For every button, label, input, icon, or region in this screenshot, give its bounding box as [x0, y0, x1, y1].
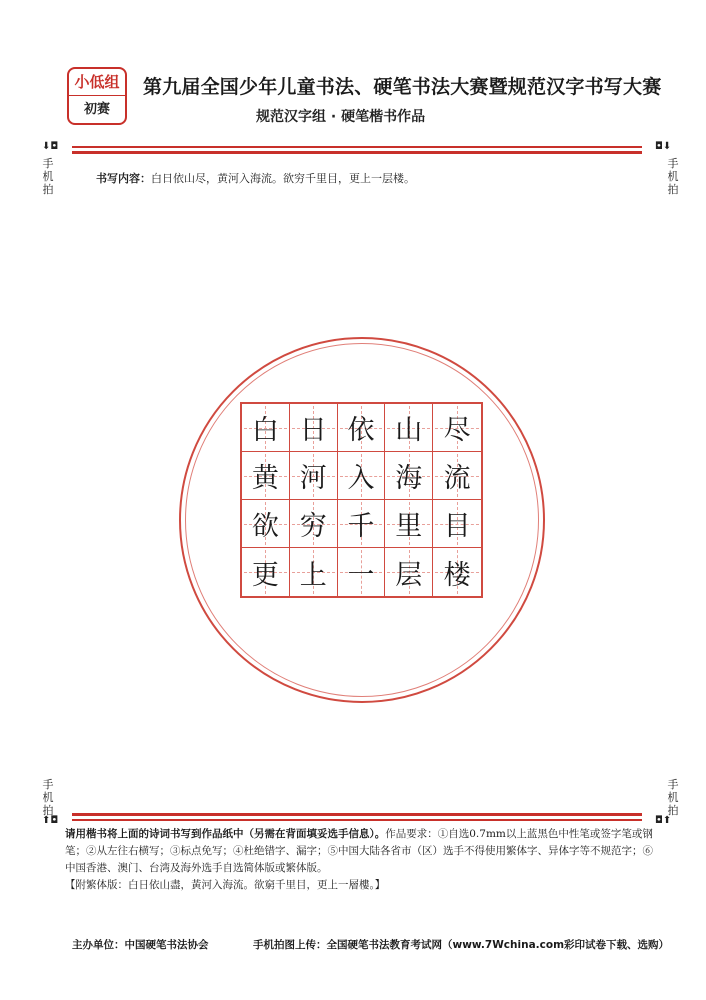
grid-cell: 流	[433, 452, 481, 500]
grid-cell: 海	[385, 452, 433, 500]
requirements-block	[65, 826, 655, 894]
grid-cell: 欲	[242, 500, 290, 548]
grid-cell: 黄	[242, 452, 290, 500]
top-right-camera-icon: ◘⬇	[655, 141, 672, 152]
bottom-divider-thick	[72, 813, 642, 816]
bottom-right-phone-label: 手机拍	[667, 778, 679, 817]
grid-cell: 楼	[433, 548, 481, 596]
bottom-divider-thin	[72, 819, 642, 821]
page-title: 第九届全国少年儿童书法、硬笔书法大赛暨规范汉字书写大赛	[143, 76, 662, 98]
grid-cell: 依	[338, 404, 386, 452]
grid-cell: 一	[338, 548, 386, 596]
badge-group-label: 小低组	[69, 69, 125, 96]
grid-cell: 上	[290, 548, 338, 596]
requirements-lead: 请用楷书将上面的诗词书写到作品纸中（另需在背面填妥选手信息）。	[65, 828, 386, 840]
grid-cell: 山	[385, 404, 433, 452]
bottom-left-camera-icon: ⬆◘	[42, 815, 59, 826]
top-divider-thin	[72, 146, 642, 148]
grid-cell: 目	[433, 500, 481, 548]
grid-cell: 千	[338, 500, 386, 548]
grid-cell: 日	[290, 404, 338, 452]
bottom-right-camera-icon: ◘⬆	[655, 815, 672, 826]
footer-organizer: 主办单位：中国硬笔书法协会	[72, 939, 209, 951]
grid-cell: 穷	[290, 500, 338, 548]
writing-content	[96, 170, 415, 186]
requirements-body: 作品要求：①自选0.7mm以上蓝黑色中性笔或签字笔或钢笔；②从左往右横写；③标点免写；④杜绝错字、漏字；⑤中国大陆各省市（区）选手不得使用繁体字、异体字等不规范字；⑥中国香港、澳门、台湾及海外选手自选简体版或繁体版。	[65, 828, 653, 874]
traditional-version: 【附繁体版：白日依山盡，黃河入海流。欲窮千里目，更上一層樓。】	[65, 879, 386, 891]
grid-cell: 层	[385, 548, 433, 596]
grid-cell: 河	[290, 452, 338, 500]
top-left-camera-icon: ⬇◘	[42, 141, 59, 152]
writing-content-label: 书写内容：	[96, 172, 151, 185]
writing-grid	[240, 402, 483, 598]
top-right-phone-label: 手机拍	[667, 157, 679, 196]
bottom-left-phone-label: 手机拍	[42, 778, 54, 817]
grid-cell: 尽	[433, 404, 481, 452]
writing-content-text: 白日依山尽，黄河入海流。欲穷千里目，更上一层楼。	[151, 172, 415, 185]
top-divider-thick	[72, 151, 642, 154]
top-left-phone-label: 手机拍	[42, 157, 54, 196]
grid-cell: 白	[242, 404, 290, 452]
grid-cell: 里	[385, 500, 433, 548]
footer-upload-info: 手机拍图上传：全国硬笔书法教育考试网（www.7Wchina.com彩印试卷下载、选购）	[253, 939, 670, 951]
grid-cell: 更	[242, 548, 290, 596]
page-subtitle: 规范汉字组 · 硬笔楷书作品	[256, 109, 426, 125]
group-badge	[67, 67, 127, 125]
grid-cell: 入	[338, 452, 386, 500]
badge-round-label: 初赛	[83, 102, 110, 117]
